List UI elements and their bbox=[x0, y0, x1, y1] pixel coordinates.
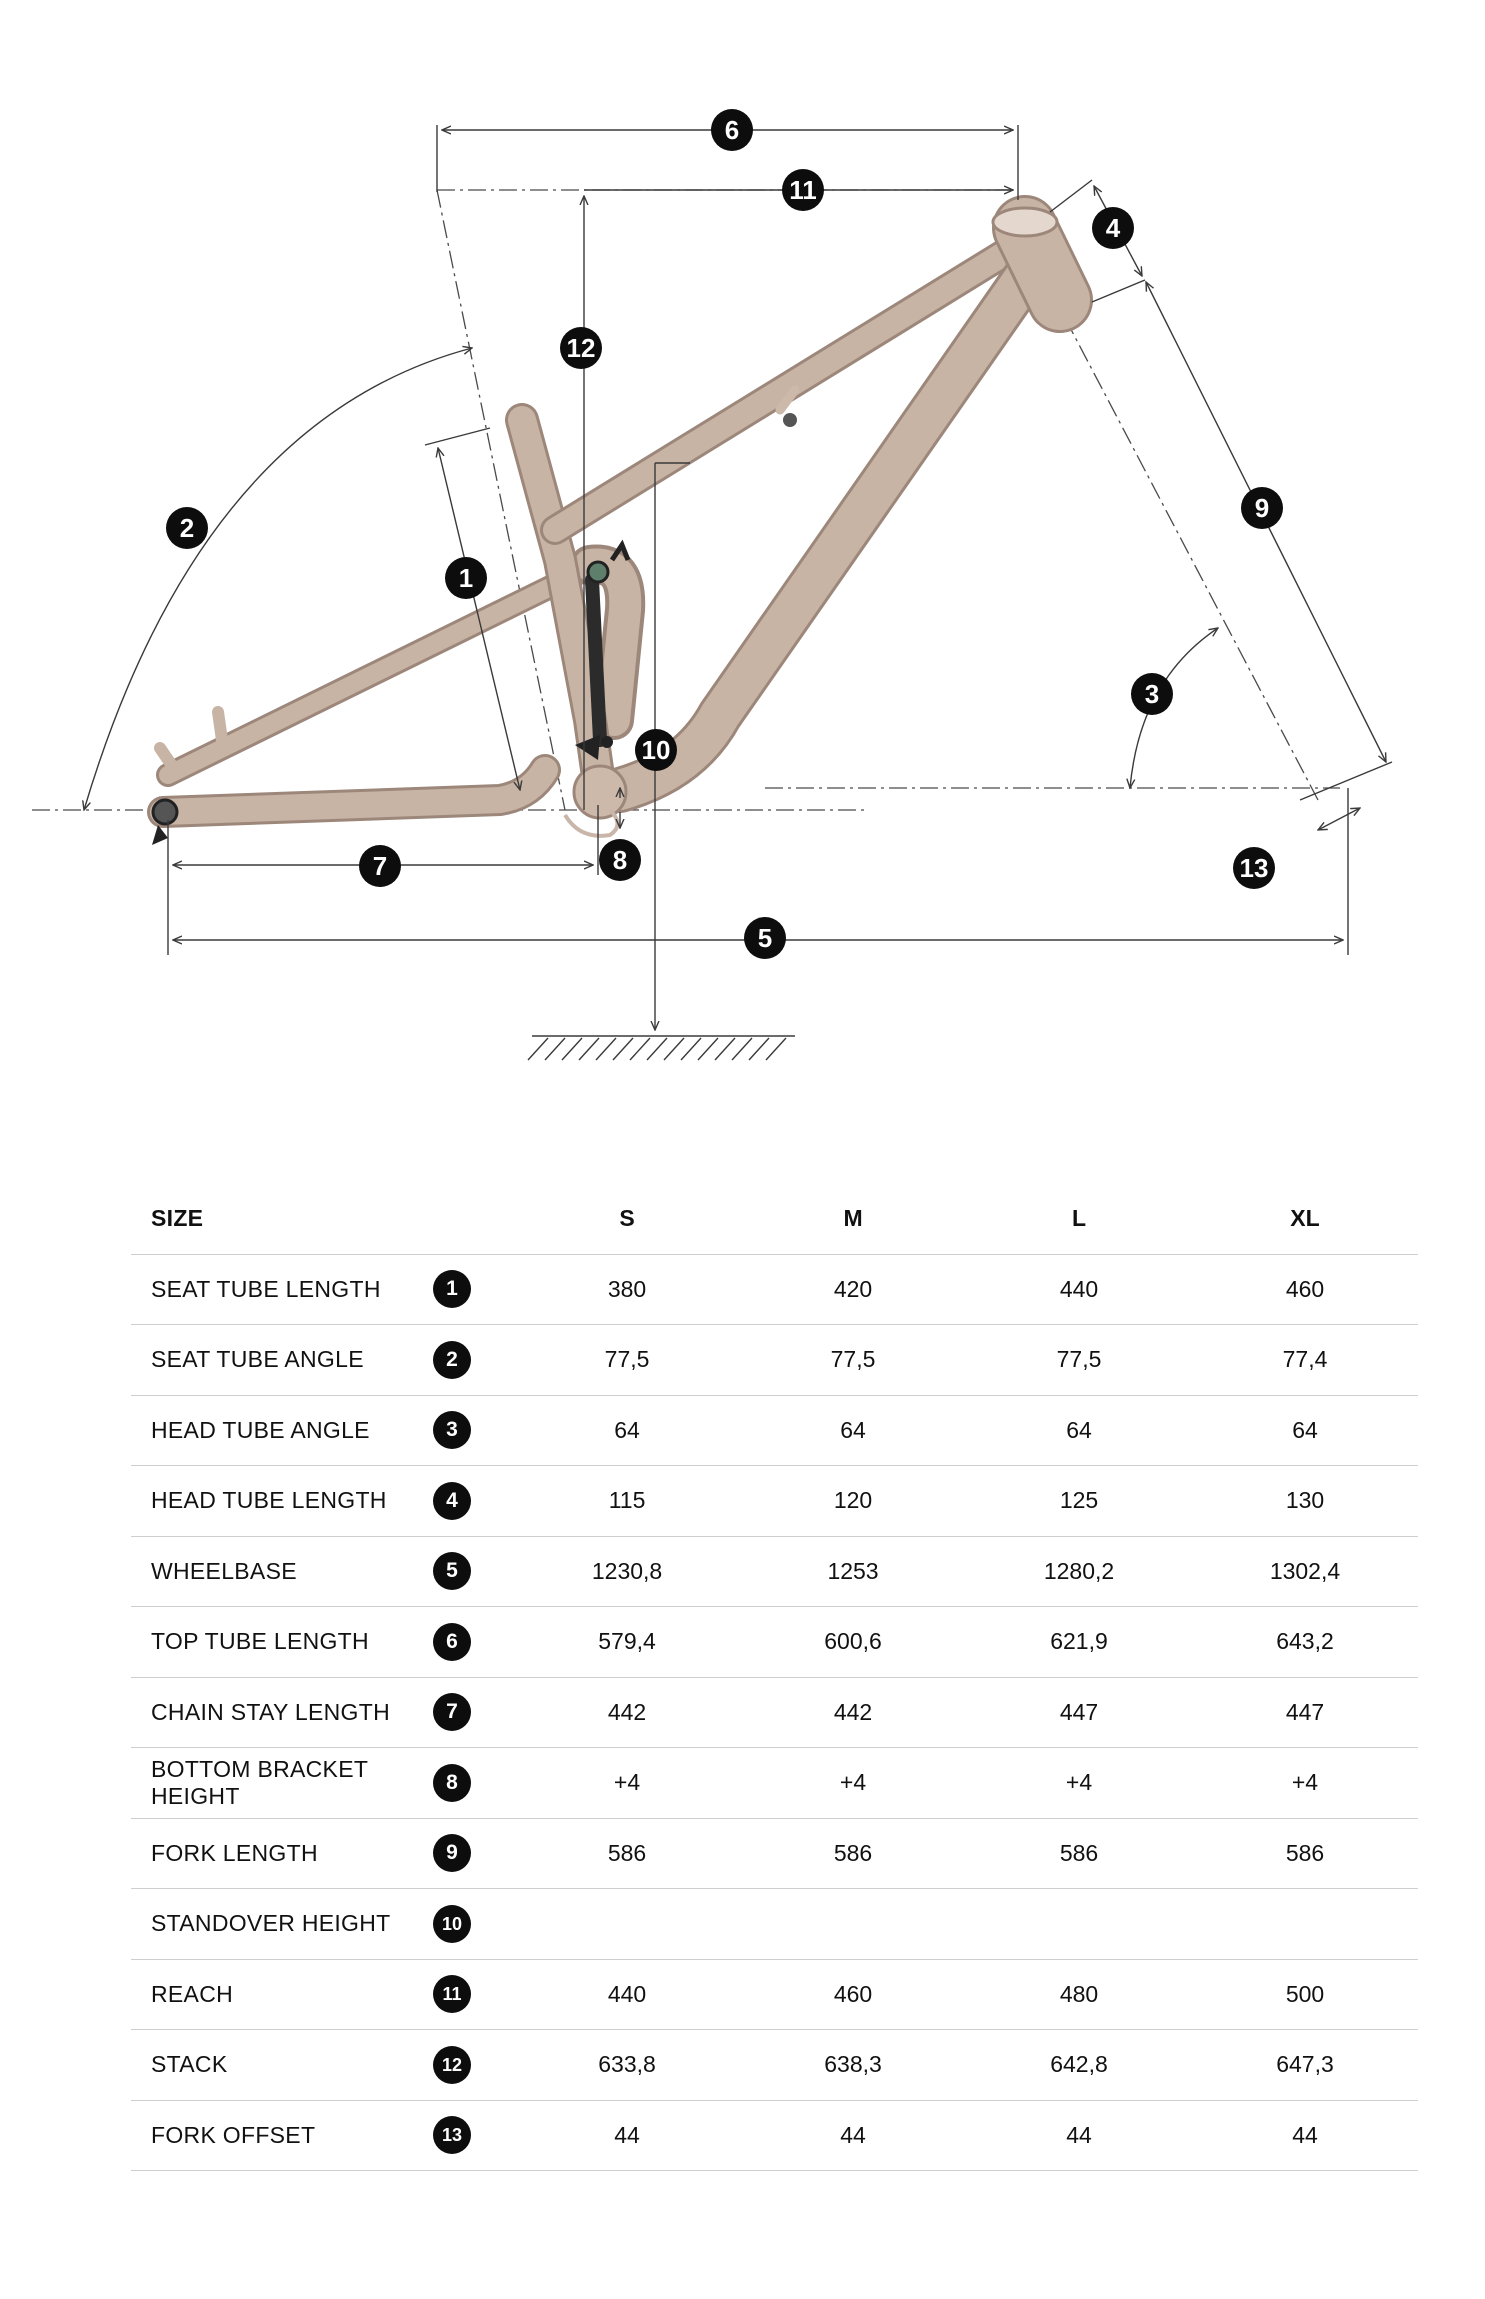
value-cell: 447 bbox=[966, 1677, 1192, 1748]
value-cell: 579,4 bbox=[514, 1607, 740, 1678]
measurement-number-cell bbox=[433, 1254, 514, 1325]
construction-lines bbox=[32, 190, 1340, 810]
bike-frame bbox=[152, 208, 1060, 845]
ground-hatch-stroke bbox=[596, 1038, 616, 1060]
value-cell: 447 bbox=[1192, 1677, 1418, 1748]
table-row bbox=[131, 1677, 1418, 1748]
value-cell: 77,5 bbox=[514, 1325, 740, 1396]
callout-badge-11 bbox=[782, 169, 824, 211]
svg-text:4: 4 bbox=[1105, 213, 1121, 243]
value-cell: 586 bbox=[514, 1818, 740, 1889]
measurement-number-cell bbox=[433, 1677, 514, 1748]
svg-text:5: 5 bbox=[757, 923, 773, 953]
value-cell: 642,8 bbox=[966, 2030, 1192, 2101]
measurement-number-cell bbox=[433, 2030, 514, 2101]
measurement-number-badge: 10 bbox=[433, 1905, 471, 1943]
callout-badge-7 bbox=[359, 845, 401, 887]
value-cell: 44 bbox=[1192, 2100, 1418, 2171]
table-row bbox=[131, 1607, 1418, 1678]
ground-hatch-stroke bbox=[681, 1038, 701, 1060]
measurement-number-badge: 12 bbox=[433, 2046, 471, 2084]
svg-text:7: 7 bbox=[372, 851, 388, 881]
value-cell: +4 bbox=[514, 1748, 740, 1819]
value-cell: 1230,8 bbox=[514, 1536, 740, 1607]
value-cell: 64 bbox=[740, 1395, 966, 1466]
ground-hatch-stroke bbox=[732, 1038, 752, 1060]
callout-badge-3 bbox=[1131, 673, 1173, 715]
measurement-number-badge: 7 bbox=[433, 1693, 471, 1731]
measurement-name: SEAT TUBE ANGLE bbox=[131, 1325, 433, 1396]
callout-badge-13 bbox=[1233, 847, 1275, 889]
value-cell: 586 bbox=[1192, 1818, 1418, 1889]
table-row bbox=[131, 1748, 1418, 1819]
svg-text:3: 3 bbox=[1144, 679, 1160, 709]
svg-text:2: 2 bbox=[179, 513, 195, 543]
svg-text:13: 13 bbox=[1239, 853, 1269, 883]
measurement-number-cell bbox=[433, 1325, 514, 1396]
ground-hatch-stroke bbox=[698, 1038, 718, 1060]
value-cell: 440 bbox=[514, 1959, 740, 2030]
value-cell: 44 bbox=[514, 2100, 740, 2171]
table-row bbox=[131, 1325, 1418, 1396]
value-cell: 44 bbox=[966, 2100, 1192, 2171]
measurement-number-cell bbox=[433, 1466, 514, 1537]
measurement-number-badge: 5 bbox=[433, 1552, 471, 1590]
measurement-name: REACH bbox=[131, 1959, 433, 2030]
measurement-number-badge: 2 bbox=[433, 1341, 471, 1379]
value-cell: 380 bbox=[514, 1254, 740, 1325]
callout-badge-4 bbox=[1092, 207, 1134, 249]
measurement-number-badge: 4 bbox=[433, 1482, 471, 1520]
table-row bbox=[131, 1466, 1418, 1537]
value-cell: 638,3 bbox=[740, 2030, 966, 2101]
callout-badges bbox=[166, 109, 1283, 959]
value-cell bbox=[966, 1889, 1192, 1960]
value-cell: 1253 bbox=[740, 1536, 966, 1607]
value-cell: 480 bbox=[966, 1959, 1192, 2030]
value-cell: +4 bbox=[740, 1748, 966, 1819]
value-cell: 64 bbox=[1192, 1395, 1418, 1466]
ground-hatch-stroke bbox=[528, 1038, 548, 1060]
measurement-number-badge: 3 bbox=[433, 1411, 471, 1449]
measurement-name: STACK bbox=[131, 2030, 433, 2101]
value-cell bbox=[740, 1889, 966, 1960]
table-row bbox=[131, 1395, 1418, 1466]
table-header-row bbox=[131, 1184, 1418, 1254]
ground-hatch-stroke bbox=[749, 1038, 769, 1060]
measurement-number-cell bbox=[433, 1959, 514, 2030]
measurement-number-badge: 13 bbox=[433, 2116, 471, 2154]
ground-hatch-stroke bbox=[630, 1038, 650, 1060]
value-cell bbox=[514, 1889, 740, 1960]
value-cell: 130 bbox=[1192, 1466, 1418, 1537]
svg-text:12: 12 bbox=[566, 333, 596, 363]
geometry-table bbox=[131, 1184, 1418, 2171]
table-row bbox=[131, 1818, 1418, 1889]
size-m-header: M bbox=[740, 1184, 966, 1254]
svg-text:8: 8 bbox=[612, 845, 628, 875]
value-cell: +4 bbox=[1192, 1748, 1418, 1819]
value-cell: 125 bbox=[966, 1466, 1192, 1537]
value-cell: +4 bbox=[966, 1748, 1192, 1819]
value-cell: 460 bbox=[1192, 1254, 1418, 1325]
value-cell: 77,5 bbox=[740, 1325, 966, 1396]
size-xl-header: XL bbox=[1192, 1184, 1418, 1254]
value-cell: 64 bbox=[966, 1395, 1192, 1466]
callout-badge-5 bbox=[744, 917, 786, 959]
measurement-number-badge: 8 bbox=[433, 1764, 471, 1802]
ground-hatch-stroke bbox=[715, 1038, 735, 1060]
measurement-number-cell bbox=[433, 1748, 514, 1819]
value-cell: 586 bbox=[740, 1818, 966, 1889]
callout-badge-8 bbox=[599, 839, 641, 881]
measurement-name: FORK OFFSET bbox=[131, 2100, 433, 2171]
value-cell: 77,5 bbox=[966, 1325, 1192, 1396]
callout-badge-1 bbox=[445, 557, 487, 599]
value-cell: 1302,4 bbox=[1192, 1536, 1418, 1607]
value-cell: 64 bbox=[514, 1395, 740, 1466]
measurement-number-badge: 1 bbox=[433, 1270, 471, 1308]
svg-text:6: 6 bbox=[724, 115, 740, 145]
value-cell: 500 bbox=[1192, 1959, 1418, 2030]
callout-badge-9 bbox=[1241, 487, 1283, 529]
measurement-number-cell bbox=[433, 1536, 514, 1607]
frame-geometry-diagram bbox=[0, 0, 1485, 1080]
measurement-number-badge: 11 bbox=[433, 1975, 471, 2013]
callout-badge-10 bbox=[635, 729, 677, 771]
svg-text:9: 9 bbox=[1254, 493, 1270, 523]
ground-hatch-stroke bbox=[664, 1038, 684, 1060]
measurement-name: HEAD TUBE LENGTH bbox=[131, 1466, 433, 1537]
ground-hatch bbox=[528, 1036, 795, 1060]
measurement-name: SEAT TUBE LENGTH bbox=[131, 1254, 433, 1325]
size-header: SIZE bbox=[131, 1184, 433, 1254]
value-cell: 643,2 bbox=[1192, 1607, 1418, 1678]
measurement-number-cell bbox=[433, 1395, 514, 1466]
ground-hatch-stroke bbox=[579, 1038, 599, 1060]
value-cell: 115 bbox=[514, 1466, 740, 1537]
measurement-name: HEAD TUBE ANGLE bbox=[131, 1395, 433, 1466]
table-row bbox=[131, 2030, 1418, 2101]
table-row bbox=[131, 1254, 1418, 1325]
measurement-number-cell bbox=[433, 1818, 514, 1889]
size-s-header: S bbox=[514, 1184, 740, 1254]
callout-badge-2 bbox=[166, 507, 208, 549]
value-cell: 460 bbox=[740, 1959, 966, 2030]
measurement-number-cell bbox=[433, 1607, 514, 1678]
value-cell: 420 bbox=[740, 1254, 966, 1325]
measurement-name: FORK LENGTH bbox=[131, 1818, 433, 1889]
callout-badge-12 bbox=[560, 327, 602, 369]
measurement-name: STANDOVER HEIGHT bbox=[131, 1889, 433, 1960]
header-spacer bbox=[433, 1184, 514, 1254]
value-cell: 77,4 bbox=[1192, 1325, 1418, 1396]
svg-text:11: 11 bbox=[789, 175, 817, 205]
value-cell bbox=[1192, 1889, 1418, 1960]
value-cell: 633,8 bbox=[514, 2030, 740, 2101]
value-cell: 600,6 bbox=[740, 1607, 966, 1678]
ground-hatch-stroke bbox=[647, 1038, 667, 1060]
table-row bbox=[131, 2100, 1418, 2171]
table-row bbox=[131, 1889, 1418, 1960]
size-l-header: L bbox=[966, 1184, 1192, 1254]
ground-hatch-stroke bbox=[766, 1038, 786, 1060]
measurement-name: TOP TUBE LENGTH bbox=[131, 1607, 433, 1678]
measurement-number-cell bbox=[433, 2100, 514, 2171]
value-cell: 44 bbox=[740, 2100, 966, 2171]
dimension-lines bbox=[84, 125, 1392, 1030]
value-cell: 442 bbox=[514, 1677, 740, 1748]
value-cell: 586 bbox=[966, 1818, 1192, 1889]
callout-badge-6 bbox=[711, 109, 753, 151]
ground-hatch-stroke bbox=[613, 1038, 633, 1060]
value-cell: 621,9 bbox=[966, 1607, 1192, 1678]
table-row bbox=[131, 1959, 1418, 2030]
value-cell: 647,3 bbox=[1192, 2030, 1418, 2101]
ground-hatch-stroke bbox=[562, 1038, 582, 1060]
value-cell: 120 bbox=[740, 1466, 966, 1537]
measurement-number-badge: 6 bbox=[433, 1623, 471, 1661]
ground-hatch-stroke bbox=[545, 1038, 565, 1060]
measurement-number-badge: 9 bbox=[433, 1834, 471, 1872]
measurement-name: WHEELBASE bbox=[131, 1536, 433, 1607]
value-cell: 1280,2 bbox=[966, 1536, 1192, 1607]
table-row bbox=[131, 1536, 1418, 1607]
measurement-name: BOTTOM BRACKET HEIGHT bbox=[131, 1748, 433, 1819]
value-cell: 442 bbox=[740, 1677, 966, 1748]
measurement-number-cell bbox=[433, 1889, 514, 1960]
measurement-name: CHAIN STAY LENGTH bbox=[131, 1677, 433, 1748]
svg-text:10: 10 bbox=[641, 735, 671, 765]
value-cell: 440 bbox=[966, 1254, 1192, 1325]
svg-text:1: 1 bbox=[458, 563, 474, 593]
